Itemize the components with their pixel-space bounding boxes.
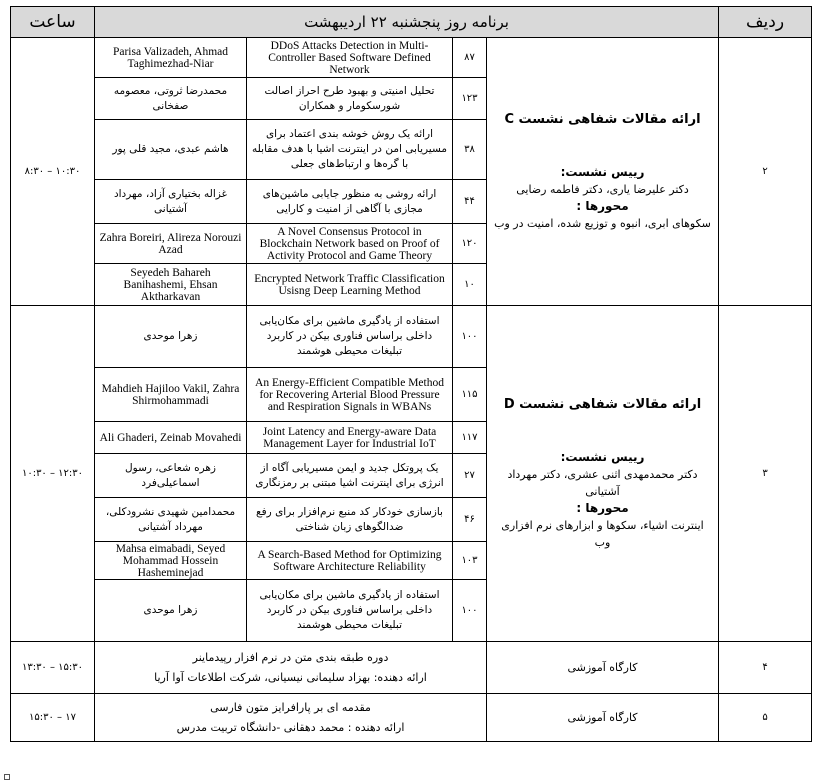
paper-authors: زهره شعاعی، رسول اسماعیلی‌فرد [95, 454, 247, 498]
paper-title: ارائه یک روش خوشه بندی اعتماد برای مسیریابی امن در اینترنت اشیا با هدف مقابله با گره‌ها و ارتباط‌های جعلی [247, 120, 453, 180]
paper-row [11, 306, 812, 368]
paper-authors: Seyedeh Bahareh Banihashemi, Ehsan Aktharkavan [95, 264, 247, 306]
session-time: ۱۰:۳۰ – ۱۲:۳۰ [11, 306, 95, 642]
paper-title: DDoS Attacks Detection in Multi-Controller Based Software Defined Network [247, 38, 453, 78]
workshop-row-number: ۴ [719, 642, 812, 694]
session-chair-label: رییس نشست: [560, 450, 645, 464]
paper-row [11, 38, 812, 78]
paper-title: A Novel Consensus Protocol in Blockchain Network based on Proof of Activity Protocol and Game Theory [247, 224, 453, 264]
paper-authors: Parisa Valizadeh, Ahmad Taghimezhad-Niar [95, 38, 247, 78]
workshop-type: کارگاه آموزشی [487, 642, 719, 694]
session-topics: سکوهای ابری، انبوه و توزیع شده، امنیت در وب [494, 217, 711, 230]
header-time: ساعت [11, 7, 95, 38]
paper-id: ۱۲۰ [453, 224, 487, 264]
session-topics-label: محورها : [576, 501, 629, 515]
paper-id: ۱۲۳ [453, 78, 487, 120]
paper-title: ارائه روشی به منظور جایابی ماشین‌های مجازی با آگاهی از امنیت و کارایی [247, 180, 453, 224]
workshop-title: دوره طبقه بندی متن در نرم افزار رپیدماینر [192, 650, 389, 664]
workshop-description [95, 694, 487, 742]
workshop-time: ۱۵:۳۰ – ۱۷ [11, 694, 95, 742]
paper-title: یک پروتکل جدید و ایمن مسیریابی آگاه از انرژی برای اینترنت اشیا مبتنی بر رمزنگاری [247, 454, 453, 498]
session-topics-label: محورها : [576, 199, 629, 213]
paper-title: تحلیل امنیتی و بهبود طرح احراز اصالت شورسکومار و همکاران [247, 78, 453, 120]
paper-id: ۴۴ [453, 180, 487, 224]
paper-title: Encrypted Network Traffic Classification Usisng Deep Learning Method [247, 264, 453, 306]
paper-authors: هاشم عبدی، مجید قلی پور [95, 120, 247, 180]
paper-title: A Search-Based Method for Optimizing Software Architecture Reliability [247, 542, 453, 580]
header-row [11, 7, 812, 38]
paper-title: استفاده از یادگیری ماشین برای مکان‌یابی داخلی براساس فناوری بیکن در کاربرد تبلیغات محیطی هوشمند [247, 580, 453, 642]
paper-authors: Mahdieh Hajiloo Vakil, Zahra Shirmohammadi [95, 368, 247, 422]
header-title: برنامه روز پنجشنبه ۲۲ اردیبهشت [95, 7, 719, 38]
paper-id: ۱۱۵ [453, 368, 487, 422]
session-time: ۸:۳۰ – ۱۰:۳۰ [11, 38, 95, 306]
paper-id: ۱۰۰ [453, 580, 487, 642]
session-chair-label: رییس نشست: [560, 165, 645, 179]
workshop-presenter: ارائه دهنده : محمد دهقانی -دانشگاه تربیت مدرس [176, 720, 405, 734]
paper-authors: Ali Ghaderi, Zeinab Movahedi [95, 422, 247, 454]
workshop-description [95, 642, 487, 694]
paper-title: An Energy-Efficient Compatible Method for Recovering Arterial Blood Pressure and Respiration Signals in WBANs [247, 368, 453, 422]
paper-authors: Mahsa eimabadi, Seyed Mohammad Hossein Hasheminejad [95, 542, 247, 580]
paper-id: ۱۰۰ [453, 306, 487, 368]
paper-authors: زهرا موحدی [95, 306, 247, 368]
session-title: ارائه مقالات شفاهی نشست D [503, 397, 702, 412]
session-title: ارائه مقالات شفاهی نشست C [504, 112, 701, 127]
workshop-row-number: ۵ [719, 694, 812, 742]
paper-id: ۱۰ [453, 264, 487, 306]
paper-authors: Zahra Boreiri, Alireza Norouzi Azad [95, 224, 247, 264]
session-row-number: ۳ [719, 306, 812, 642]
workshop-presenter: ارائه دهنده: بهزاد سلیمانی نیسیانی، شرکت اطلاعات آوا آریا [154, 670, 427, 684]
schedule-table [10, 6, 812, 742]
corner-marker [4, 774, 10, 780]
workshop-title: مقدمه ای بر پارافرایز متون فارسی [210, 700, 371, 714]
paper-title: بازسازی خودکار کد منبع نرم‌افزار برای رفع ضدالگوهای زبان شناختی [247, 498, 453, 542]
paper-title: استفاده از یادگیری ماشین برای مکان‌یابی داخلی براساس فناوری بیکن در کاربرد تبلیغات محیطی هوشمند [247, 306, 453, 368]
session-chairs: دکتر علیرضا یاری، دکتر فاطمه رضایی [516, 183, 689, 196]
paper-authors: زهرا موحدی [95, 580, 247, 642]
header-row-label: ردیف [719, 7, 812, 38]
session-topics: اینترنت اشیاء، سکوها و ابزارهای نرم افزاری وب [501, 519, 704, 549]
session-chairs: دکتر محمدمهدی اثنی عشری، دکتر مهرداد آشتیانی [507, 468, 698, 498]
paper-title: Joint Latency and Energy-aware Data Management Layer for Industrial IoT [247, 422, 453, 454]
paper-id: ۱۰۳ [453, 542, 487, 580]
session-info [487, 38, 719, 306]
paper-authors: غزاله بختیاری آزاد، مهرداد آشتیانی [95, 180, 247, 224]
paper-id: ۳۸ [453, 120, 487, 180]
paper-authors: محمدرضا ثروتی، معصومه صفخانی [95, 78, 247, 120]
workshop-time: ۱۳:۳۰ – ۱۵:۳۰ [11, 642, 95, 694]
workshop-row [11, 642, 812, 694]
paper-id: ۱۱۷ [453, 422, 487, 454]
workshop-type: کارگاه آموزشی [487, 694, 719, 742]
paper-authors: محمدامین شهیدی نشرودکلی، مهرداد آشتیانی [95, 498, 247, 542]
session-info [487, 306, 719, 642]
workshop-row [11, 694, 812, 742]
paper-id: ۸۷ [453, 38, 487, 78]
paper-id: ۲۷ [453, 454, 487, 498]
session-row-number: ۲ [719, 38, 812, 306]
paper-id: ۴۶ [453, 498, 487, 542]
